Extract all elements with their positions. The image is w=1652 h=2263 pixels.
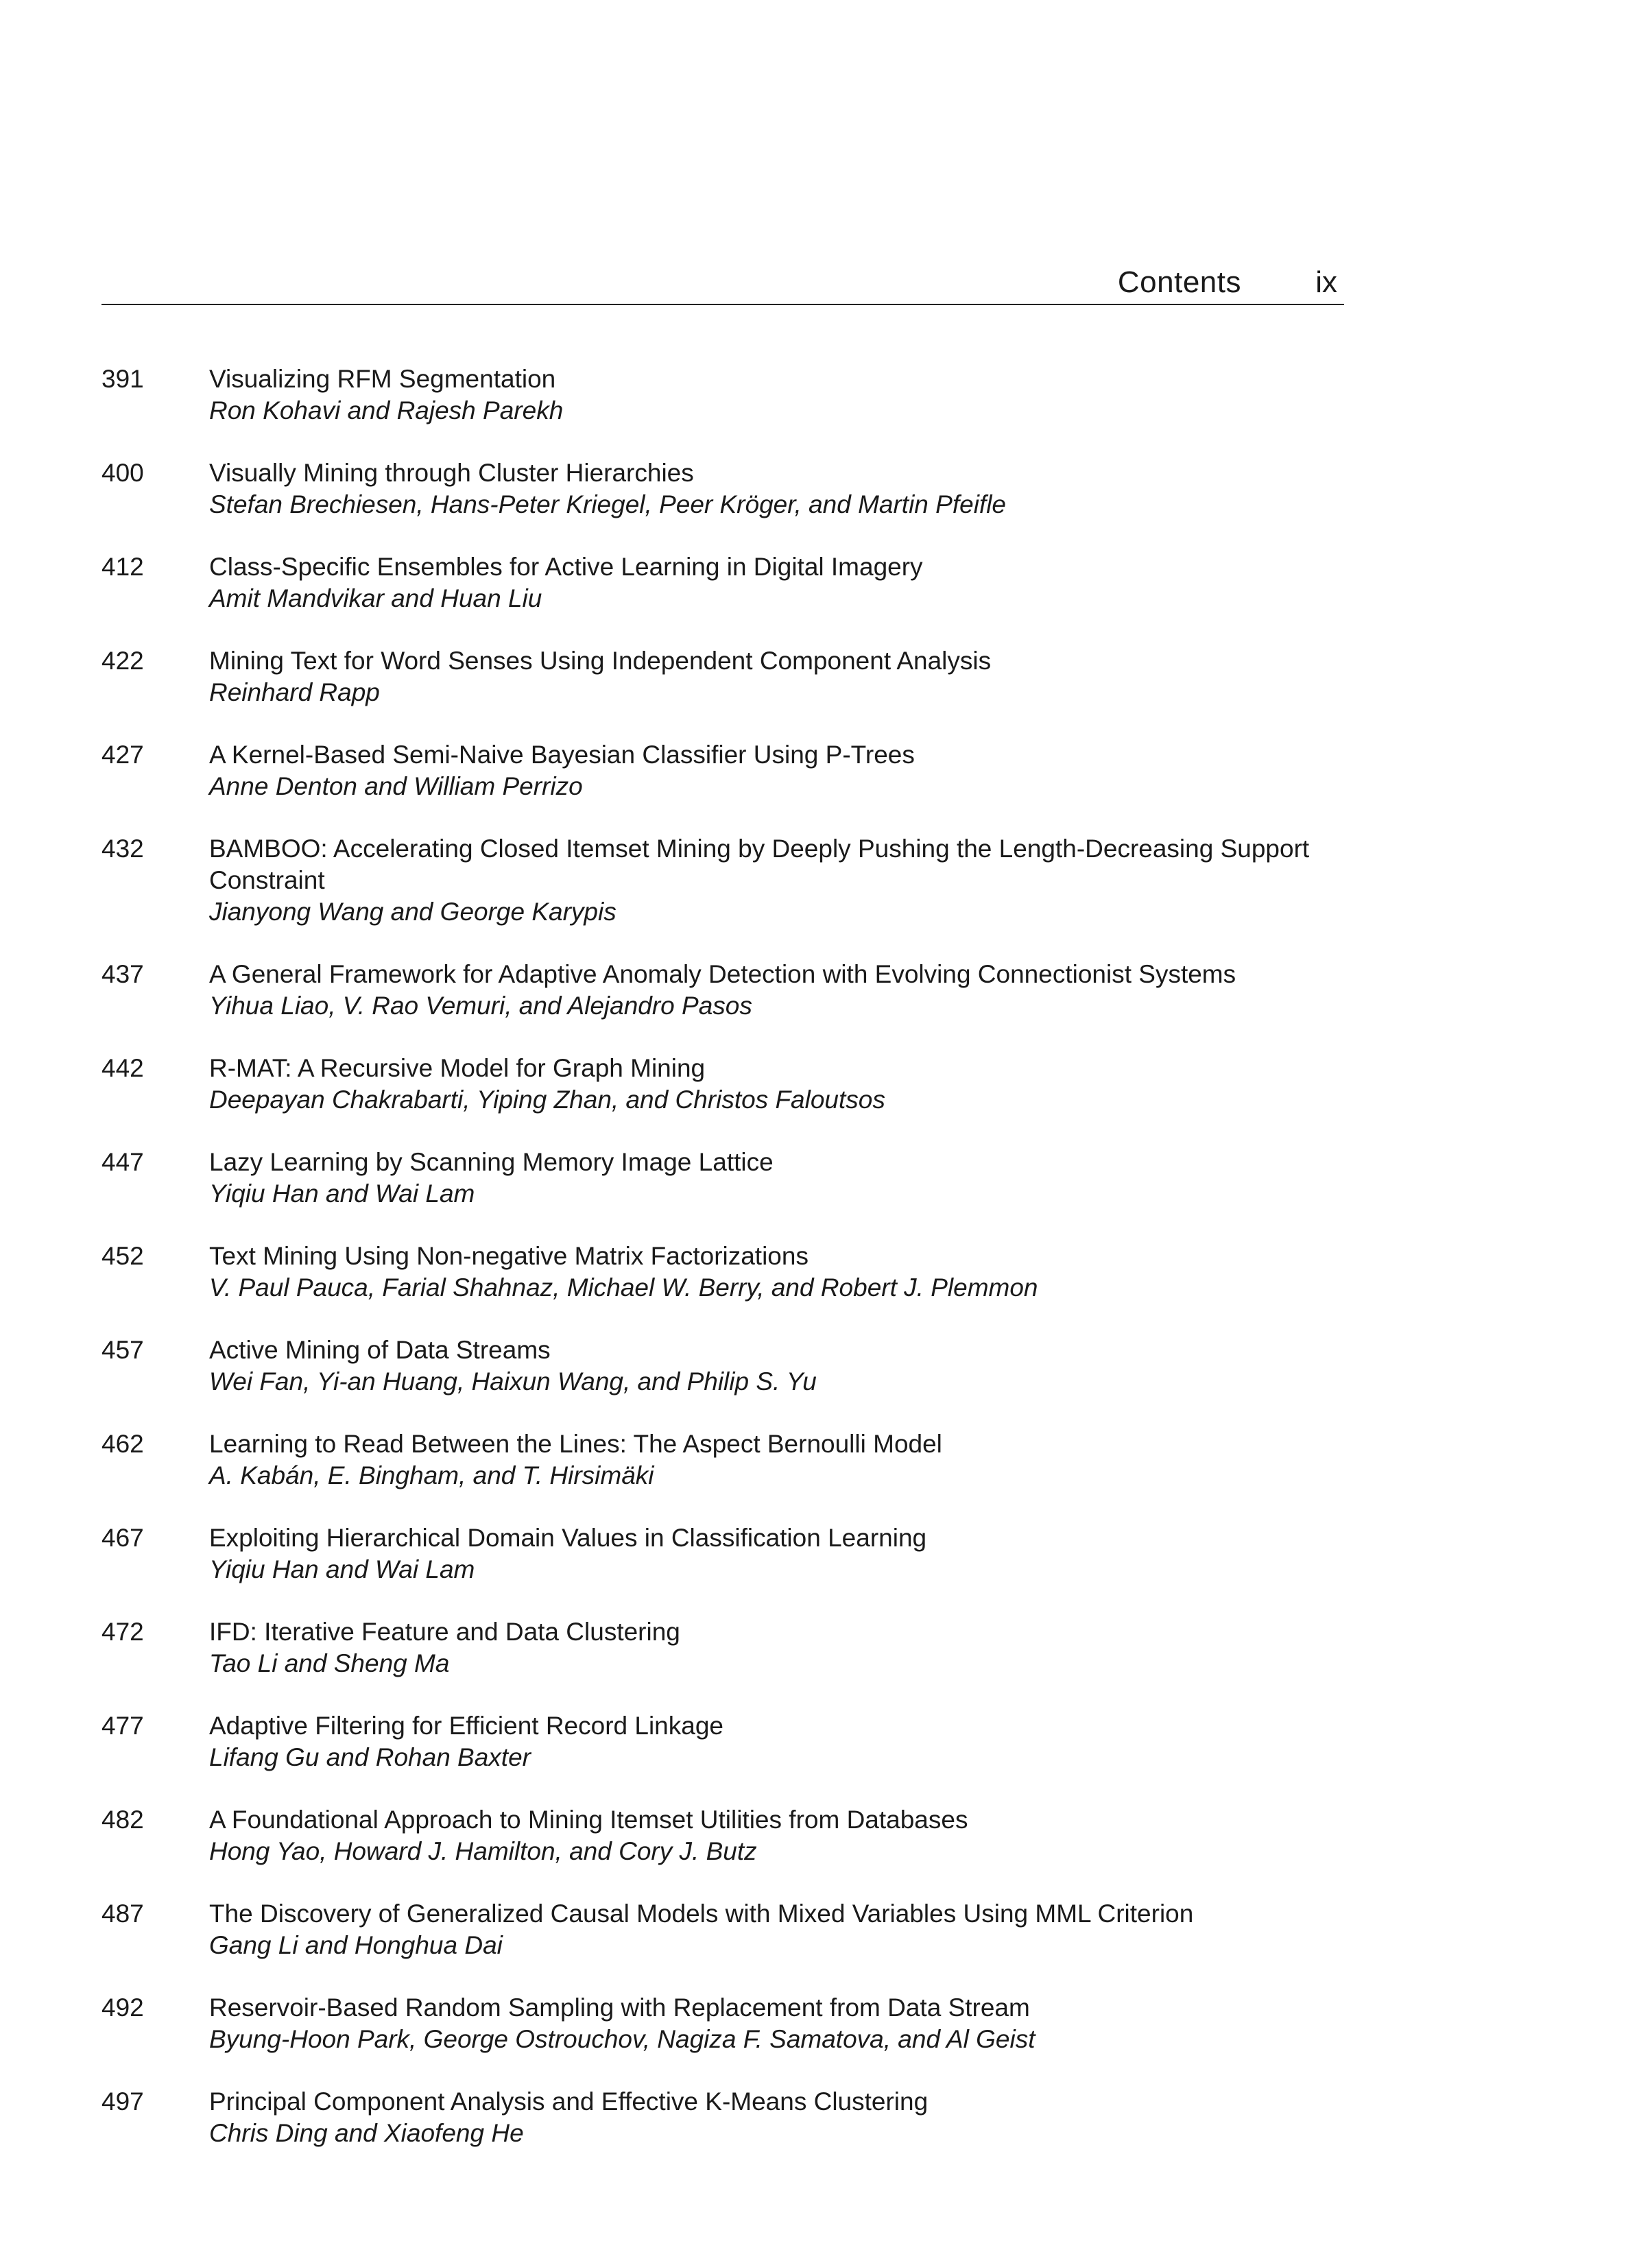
toc-entry-body	[209, 1992, 1344, 2055]
toc-paper-authors: Gang Li and Honghua Dai	[209, 1931, 503, 1959]
toc-paper-authors: Yiqiu Han and Wai Lam	[209, 1180, 475, 1208]
toc-page-number: 492	[101, 1993, 144, 2022]
toc-paper-authors: Byung-Hoon Park, George Ostrouchov, Nagiza F. Samatova, and Al Geist	[209, 2025, 1036, 2053]
toc-page-number: 427	[101, 741, 144, 769]
toc-entry-body	[209, 457, 1344, 520]
toc-entry-body	[209, 959, 1344, 1022]
toc-entry-body	[209, 645, 1344, 708]
toc-entry-body	[209, 1804, 1344, 1867]
toc-entry	[101, 1804, 1344, 1867]
toc-page-number: 400	[101, 459, 144, 487]
toc-paper-authors: Yiqiu Han and Wai Lam	[209, 1555, 475, 1583]
toc-paper-title: A General Framework for Adaptive Anomaly Detection with Evolving Connectionist Systems	[209, 960, 1236, 988]
toc-page-number: 497	[101, 2087, 144, 2116]
toc-entry	[101, 645, 1344, 708]
toc-page-number: 412	[101, 553, 144, 581]
toc-paper-authors: Hong Yao, Howard J. Hamilton, and Cory J. Butz	[209, 1837, 757, 1865]
toc-entry	[101, 1898, 1344, 1961]
toc-entry-body	[209, 739, 1344, 802]
toc-paper-authors: Reinhard Rapp	[209, 678, 380, 706]
toc-page-number: 452	[101, 1242, 144, 1270]
toc-entry	[101, 1522, 1344, 1585]
toc-paper-title: Learning to Read Between the Lines: The Aspect Bernoulli Model	[209, 1430, 942, 1458]
toc-paper-authors: Deepayan Chakrabarti, Yiping Zhan, and Christos Faloutsos	[209, 1086, 885, 1114]
toc-paper-authors: Amit Mandvikar and Huan Liu	[209, 584, 542, 612]
toc-entry	[101, 1428, 1344, 1492]
toc-page-number: 422	[101, 647, 144, 675]
toc-page-number: 442	[101, 1054, 144, 1082]
toc-paper-authors: Chris Ding and Xiaofeng He	[209, 2119, 524, 2147]
toc-entry	[101, 1992, 1344, 2055]
toc-paper-title: Text Mining Using Non-negative Matrix Factorizations	[209, 1242, 809, 1270]
toc-entry-body	[209, 551, 1344, 614]
toc-paper-title: Mining Text for Word Senses Using Independent Component Analysis	[209, 647, 992, 675]
toc-paper-title: Adaptive Filtering for Efficient Record Linkage	[209, 1712, 723, 1740]
running-header	[101, 264, 1344, 305]
toc-entry-body	[209, 363, 1344, 427]
toc-page-number: 447	[101, 1148, 144, 1176]
toc-paper-title: A Kernel-Based Semi-Naive Bayesian Classifier Using P-Trees	[209, 741, 915, 769]
toc-entry	[101, 833, 1344, 928]
toc-entry	[101, 551, 1344, 614]
toc-entry	[101, 1241, 1344, 1304]
toc-page-number: 391	[101, 365, 144, 393]
toc-entry	[101, 959, 1344, 1022]
toc-paper-authors: Jianyong Wang and George Karypis	[209, 898, 616, 926]
toc-paper-title: A Foundational Approach to Mining Itemset Utilities from Databases	[209, 1806, 968, 1834]
toc-paper-title: Visually Mining through Cluster Hierarchies	[209, 459, 694, 487]
toc-page-number: 437	[101, 960, 144, 988]
toc-entry-body	[209, 1898, 1344, 1961]
toc-entry-body	[209, 1616, 1344, 1679]
toc-page-number: 462	[101, 1430, 144, 1458]
toc-paper-title: Principal Component Analysis and Effective K-Means Clustering	[209, 2087, 929, 2116]
toc-entry	[101, 457, 1344, 520]
toc-paper-title: Active Mining of Data Streams	[209, 1336, 551, 1364]
toc-paper-authors: V. Paul Pauca, Farial Shahnaz, Michael W. Berry, and Robert J. Plemmon	[209, 1273, 1038, 1302]
toc-paper-authors: Anne Denton and William Perrizo	[209, 772, 583, 800]
header-page-number: ix	[1315, 265, 1337, 299]
toc-paper-title: Reservoir-Based Random Sampling with Replacement from Data Stream	[209, 1993, 1030, 2022]
toc-paper-title: IFD: Iterative Feature and Data Clustering	[209, 1618, 680, 1646]
toc-page-number: 472	[101, 1618, 144, 1646]
toc-entry-body	[209, 1241, 1344, 1304]
toc-page-number: 487	[101, 1900, 144, 1928]
toc-paper-authors: Tao Li and Sheng Ma	[209, 1649, 450, 1677]
toc-entry	[101, 1053, 1344, 1116]
toc-entry-body	[209, 1147, 1344, 1210]
toc-page-number: 467	[101, 1524, 144, 1552]
toc-paper-authors: Wei Fan, Yi-an Huang, Haixun Wang, and Philip S. Yu	[209, 1367, 817, 1396]
toc-entry	[101, 1616, 1344, 1679]
toc-paper-authors: A. Kabán, E. Bingham, and T. Hirsimäki	[209, 1461, 654, 1489]
toc-entry-body	[209, 1522, 1344, 1585]
toc-paper-title: Lazy Learning by Scanning Memory Image Lattice	[209, 1148, 774, 1176]
toc-paper-title: The Discovery of Generalized Causal Models with Mixed Variables Using MML Criterion	[209, 1900, 1194, 1928]
header-title: Contents	[1117, 265, 1241, 299]
toc-page-number: 432	[101, 835, 144, 863]
toc-page-number: 477	[101, 1712, 144, 1740]
toc-entry-body	[209, 833, 1344, 928]
toc-paper-authors: Yihua Liao, V. Rao Vemuri, and Alejandro Pasos	[209, 992, 752, 1020]
toc-paper-authors: Ron Kohavi and Rajesh Parekh	[209, 396, 564, 424]
table-of-contents	[101, 363, 1344, 2180]
toc-paper-title: Exploiting Hierarchical Domain Values in Classification Learning	[209, 1524, 927, 1552]
toc-paper-authors: Stefan Brechiesen, Hans-Peter Kriegel, Peer Kröger, and Martin Pfeifle	[209, 490, 1006, 518]
toc-page-number: 457	[101, 1336, 144, 1364]
toc-entry	[101, 1147, 1344, 1210]
toc-entry-body	[209, 1428, 1344, 1492]
toc-entry	[101, 739, 1344, 802]
toc-paper-title: R-MAT: A Recursive Model for Graph Mining	[209, 1054, 706, 1082]
toc-page-number: 482	[101, 1806, 144, 1834]
toc-entry-body	[209, 1334, 1344, 1398]
toc-entry	[101, 1710, 1344, 1773]
toc-entry-body	[209, 1053, 1344, 1116]
toc-entry-body	[209, 1710, 1344, 1773]
toc-paper-title: Class-Specific Ensembles for Active Learning in Digital Imagery	[209, 553, 923, 581]
toc-paper-title: Visualizing RFM Segmentation	[209, 365, 556, 393]
toc-paper-title: BAMBOO: Accelerating Closed Itemset Mining by Deeply Pushing the Length-Decreasing Support Constraint	[209, 835, 1310, 894]
toc-entry	[101, 2086, 1344, 2149]
toc-paper-authors: Lifang Gu and Rohan Baxter	[209, 1743, 531, 1771]
toc-entry-body	[209, 2086, 1344, 2149]
toc-entry	[101, 363, 1344, 427]
toc-entry	[101, 1334, 1344, 1398]
